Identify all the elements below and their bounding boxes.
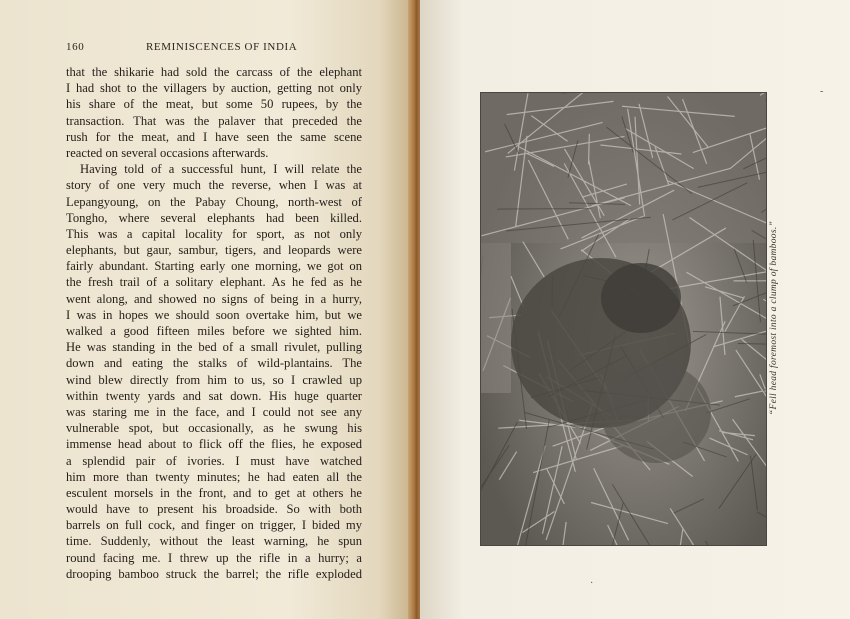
- text-line: fairly abundant. Starting early one morning, we got on: [66, 259, 362, 274]
- bamboo-stalk: [589, 134, 590, 164]
- text-line: went along, and showed no signs of being in a hurry,: [66, 291, 362, 306]
- text-line: elephants, but gaur, sambur, tigers, and leopards were: [66, 243, 362, 258]
- text-line: vulnerable spot, but occasionally, as he swung his: [66, 421, 362, 436]
- text-line: that the shikarie had sold the carcass of the elephant: [66, 65, 362, 79]
- text-line: a splendid pair of ivories. I must have watched: [66, 453, 362, 468]
- text-line: barrels on full cock, and finger on trigger, I bided my: [66, 518, 362, 533]
- illustration-plate: [481, 93, 766, 545]
- text-line: time. Suddenly, without the least warning, he spun: [66, 534, 362, 549]
- text-line: story of one very much the reverse, when I was at: [66, 178, 362, 193]
- text-line: him more than twenty minutes; he had eaten all the: [66, 469, 362, 484]
- text-line: would have to present his broadside. So with both: [66, 502, 362, 517]
- text-line: esculent morsels in the front, and to get at others he: [66, 485, 362, 500]
- paper-speck: -: [820, 86, 824, 97]
- text-line: I was in hopes we should soon overtake him, but we: [66, 307, 362, 322]
- text-line: drooping bamboo struck the barrel; the rifle exploded: [66, 566, 362, 581]
- text-line: Tongho, where several elephants had been killed.: [66, 210, 362, 225]
- body-text: [66, 64, 362, 582]
- page-number: 160: [66, 41, 85, 53]
- text-line: wind blew directly from him to us, so I crawled up: [66, 372, 362, 387]
- text-line: the fresh trail of a solitary elephant. As he fed as he: [66, 275, 362, 290]
- text-line: transaction. That was the palaver that preceded the: [66, 113, 362, 128]
- text-line: round facing me. I threw up the rifle in a hurry; a: [66, 550, 362, 565]
- paper-speck: ·: [590, 578, 594, 589]
- text-line: his share of the meat, but some 50 rupees, by the: [66, 97, 362, 112]
- text-line: I had shot to the villagers by auction, getting not only: [66, 81, 362, 96]
- text-line: rush for the meat, and I have seen the same scene: [66, 129, 362, 144]
- text-line: reacted on several occasions afterwards.: [66, 145, 269, 160]
- text-line: Having told of a successful hunt, I will relate the: [80, 162, 362, 177]
- running-head-title: REMINISCENCES OF INDIA: [146, 41, 298, 53]
- elephant-in-bamboo-illustration: [481, 93, 766, 545]
- text-line: within twenty yards and sat down. His huge quarter: [66, 388, 362, 403]
- plate-caption: “Fell head foremost into a clump of bamboos.”: [769, 220, 779, 416]
- text-line: down and eating the stalks of wild-plantains. The: [66, 356, 362, 371]
- text-line: was staring me in the face, and I could not see any: [66, 404, 362, 419]
- text-line: He was standing in the bed of a small rivulet, pulling: [66, 340, 362, 355]
- text-line: immense head about to flick off the flies, he exposed: [66, 437, 362, 452]
- text-line: walked a good fifteen miles before we sighted him.: [66, 324, 362, 338]
- text-line: Lepangyoung, on the Pabay Choung, north-west of: [66, 194, 362, 209]
- text-line: This was a capital locality for sport, as not only: [66, 226, 362, 241]
